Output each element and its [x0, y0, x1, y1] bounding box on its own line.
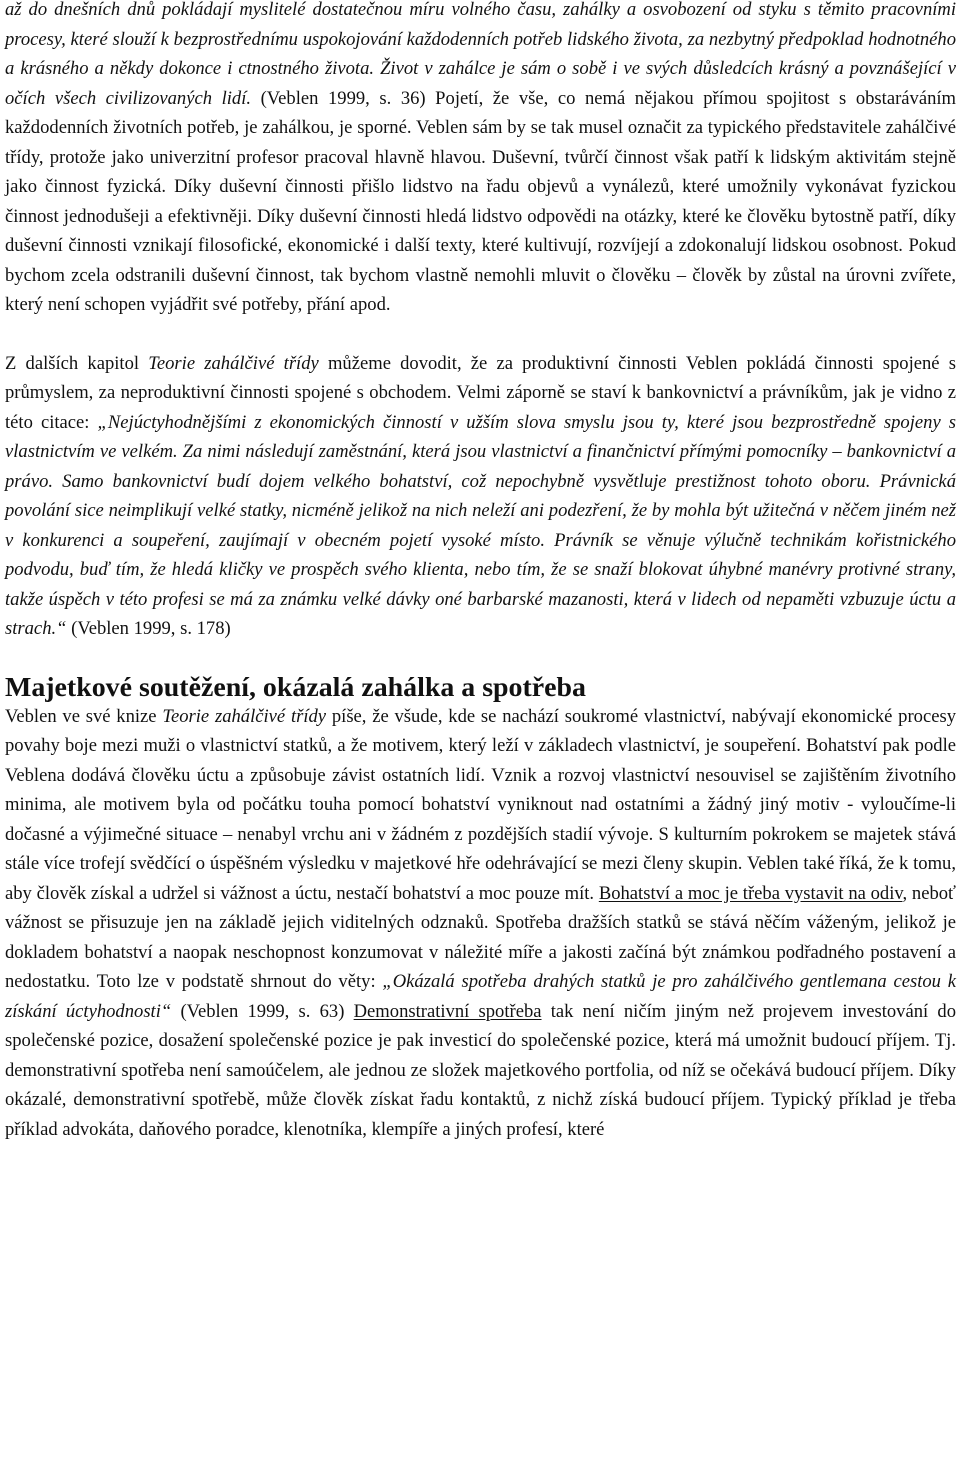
text-run: píše, že všude, kde se nachází soukromé vlastnictví, nabývají ekonomické procesy povahy boje mezi muži o vlastnictví statků, a že motivem, který leží v základech vlastnictví, je soupeření. Bohatství pak podle Veblena dodává člověku úctu a způsobuje závist ostatních lidí. Vznik a rozvoj vlastnictví nesouvisel se zajištěním životního minima, ale motivem byla od počátku touha pomocí bohatství vyniknout nad ostatními a žádný jiný motiv - vyloučíme-li dočasné a výjimečné situace – nenabyl vrchu ani v žádném z pozdějších stadií vývoje. S kulturním pokrokem se majetek stává stále více trofejí svědčící o úspěšném výsledku v majetkové hře odehrávající se mezi členy skupin. Veblen také říká, že k tomu, aby člověk získal a udržel si vážnost a úctu, nestačí bohatství a moc pouze mít.	[5, 705, 956, 904]
book-title: Teorie zahálčivé třídy	[162, 705, 327, 727]
paragraph-conspicuous-consumption	[5, 702, 956, 1145]
text-run: Z dalších kapitol	[5, 352, 149, 374]
citation: (Veblen 1999, s. 63)	[171, 1000, 354, 1022]
book-title: Teorie zahálčivé třídy	[148, 352, 319, 374]
text-run: tak není ničím jiným než projevem investování do společenské pozice, dosažení společenské pozice je pak investicí do společenské pozice, která má umožnit budoucí příjem. Tj. demonstrativní spotřeba není samoúčelem, ale jednou ze složek majetkového portfolia, od níž se očekává budoucí příjem. Díky okázalé, demonstrativní spotřebě, může člověk získat řadu kontaktů, z nichž získá budoucí příjem. Typický příklad je třeba příklad advokáta, daňového poradce, klenotníka, klempíře a jiných profesí, které	[5, 1000, 956, 1140]
section-heading: Majetkové soutěžení, okázalá zahálka a spotřeba	[5, 671, 587, 703]
paragraph-leisure-commentary: (Veblen 1999, s. 36) Pojetí, že vše, co nemá nějakou přímou spojitost s obstaráváním každodenních životních potřeb, je zahálkou, je sporné. Veblen sám by se tak musel označit za typického představitele zahálčivé třídy, protože jako univerzitní profesor pracoval hlavně hlavou. Duševní, tvůrčí činnost však patří k lidským aktivitám stejně jako činnost fyzická. Díky duševní činnosti přišlo lidstvo na řadu objevů a vynálezů, které umožnily vykonávat fyzickou činnost jednodušeji a efektivněji. Díky duševní činnosti hledá lidstvo odpovědi na otázky, které ke člověku bytostně patří, díky duševní činnosti vznikají filosofické, ekonomické i další texty, které kultivují, rozvíjejí a zdokonalují lidskou osobnost. Pokud bychom zcela odstranili duševní činnost, tak bychom vlastně nemohli mluvit o člověku – člověk by zůstal na úrovni zvířete, který není schopen vyjádřit své potřeby, přání apod.	[5, 87, 957, 315]
paragraph-leisure-quote	[5, 0, 956, 320]
veblen-quote-consumption: „Okázalá spotřeba drahých statků je pro zahálčivého gentlemana cestou k získání úctyhodnosti“	[5, 971, 956, 1022]
paragraph-gap	[5, 644, 956, 673]
veblen-quote-banking: „Nejúctyhodnějšími z ekonomických činností v užším slova smyslu jsou ty, které jsou bezprostředně spojeny s vlastnictvím ve velkém. Za nimi následují zaměstnání, která jsou vlastnictví a finančnictví přímými pomocníky – bankovnictví a právo. Samo bankovnictví budí dojem velkého bohatství, což nepochybně vysvětluje prestižnost tohoto oboru. Právnická povolání sice neimplikují velké statky, nicméně jelikož na nich neleží ani podezření, že by mohla být užitečná v něčem jiném než v konkurenci a soupeření, zaujímají v obecném pojetí vysoké místo. Právník se věnuje výlučně technikám kořistnického podvodu, buď tím, že hledá kličky ve prospěch svého klienta, nebo tím, že se snaží blokovat úhybné manévry protivné strany, takže úspěch v této profesi se má za známku velké dávky oné barbarské mazanosti, která v lidech od nepaměti vzbuzuje úctu a strach.“	[5, 411, 956, 639]
paragraph-productive-activities	[5, 349, 956, 644]
text-run: Veblen ve své knize	[5, 705, 163, 727]
underlined-phrase-wealth-display: Bohatství a moc je třeba vystavit na odiv	[598, 882, 903, 904]
text-run: , neboť vážnost se přisuzuje jen na základě jejich viditelných odznaků. Spotřeba dražších statků se stává něčím váženým, jelikož je dokladem bohatství a naopak neschopnost konzumovat v náležité míře a jakosti začíná být známkou podřadného postavení a nedostatku. Toto lze v podstatě shrnout do věty:	[5, 882, 956, 992]
text-run: můžeme dovodit, že za produktivní činnosti Veblen pokládá činnosti spojené s průmyslem, za neproduktivní činnosti spojené s obchodem. Velmi záporně se staví k bankovnictví a právníkům, jak je vidno z této citace:	[5, 352, 956, 433]
paragraph-gap	[5, 320, 956, 349]
underlined-term-demonstrative-consumption: Demonstrativní spotřeba	[353, 1000, 542, 1022]
veblen-quote-leisure: až do dnešních dnů pokládají myslitelé dostatečnou míru volného času, zahálky a osvobození od styku s těmito pracovními procesy, které slouží k bezprostřednímu uspokojování každodenních potřeb lidského života, za nezbytný předpoklad hodnotného a krásného a někdy dokonce i ctnostného života. Život v zahálce je sám o sobě i ve svých důsledcích krásný a povznášející v očích všech civilizovaných lidí.	[5, 0, 956, 109]
citation: (Veblen 1999, s. 178)	[66, 618, 231, 639]
